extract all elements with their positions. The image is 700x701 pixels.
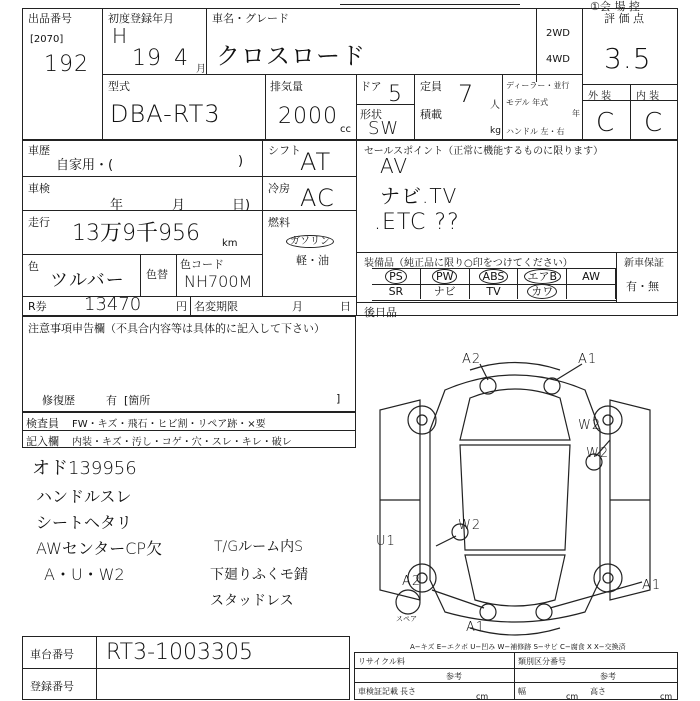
equip-item: [470, 269, 519, 284]
chassis-number: RT3-1003305: [106, 640, 254, 665]
newcar-value: 有・無: [626, 280, 659, 293]
mid-hline: [356, 302, 678, 303]
diagram-mark-2: A1: [578, 352, 598, 367]
color-label: 色: [28, 260, 39, 273]
diagram-mark-8: A1: [466, 620, 486, 635]
mid-hline: [22, 254, 262, 255]
mid-hline: [22, 176, 262, 177]
diagram-mark-7: A1: [642, 578, 662, 593]
car-name: クロスロード: [216, 42, 366, 70]
ac: AC: [300, 184, 335, 212]
shift: AT: [300, 148, 332, 176]
first-reg-era: H: [112, 24, 129, 48]
shape-label: 形状: [360, 108, 382, 121]
height-unit: cm: [660, 692, 673, 701]
model: DBA-RT3: [110, 100, 221, 128]
width-unit: cm: [566, 692, 579, 701]
equip-item-label: TV: [486, 285, 501, 298]
first-reg-year: 19: [132, 46, 162, 71]
equip-item: [470, 284, 519, 299]
entry-items: 内装・キズ・汚し・コゲ・穴・スレ・キレ・破レ: [72, 437, 292, 448]
sales-2: ナビ.TV: [380, 184, 458, 208]
recycle-unit: 円: [176, 300, 187, 313]
capacity-unit: 人: [490, 100, 500, 111]
mileage-label: 走行: [28, 216, 50, 229]
inspection-year: 年: [110, 198, 124, 213]
repair-value: 有: [106, 394, 117, 407]
lot-no-label: 出品番号: [28, 12, 72, 25]
first-reg-month-unit: 月: [196, 64, 206, 75]
mileage: 13万9千956: [72, 221, 200, 246]
reg-label: 登録番号: [30, 680, 74, 693]
color-change-label: 色替: [146, 268, 168, 281]
exterior-grade: C: [596, 108, 616, 138]
header-vline: [502, 74, 503, 140]
header-hline: [102, 74, 582, 75]
transfer-month: 月: [292, 300, 303, 313]
mid-vline: [616, 252, 617, 302]
first-reg-month: 4: [174, 46, 189, 71]
equip-item-label: エアB: [524, 269, 562, 284]
mid-vline: [176, 254, 177, 296]
fuel-label: 燃料: [268, 216, 290, 229]
interior-grade: C: [644, 108, 664, 138]
sales-1: AV: [380, 154, 409, 178]
diagram-mark-9: W2: [586, 446, 610, 461]
equip-item-label: SR: [388, 285, 404, 298]
diagram-mark-3: W2: [578, 418, 602, 433]
equip-item-label: PW: [432, 269, 458, 284]
eval-score: 3.5: [604, 42, 652, 75]
eval-label: 評 価 点: [604, 12, 644, 25]
disp-unit: cc: [340, 124, 351, 135]
inspection-month: 月: [172, 198, 186, 213]
equip-item: [421, 284, 470, 299]
inspection-day: 日): [232, 198, 251, 213]
top-right-label: ①会 場 控: [590, 0, 640, 13]
header-vline: [536, 8, 537, 82]
mid-vline: [356, 140, 357, 316]
footer-vline: [96, 636, 97, 700]
fuel-light: 軽・油: [296, 254, 329, 267]
color: ツルバー: [50, 270, 125, 291]
spare-label: スペア: [396, 615, 417, 623]
equip-item: [372, 284, 421, 299]
header-vline: [414, 74, 415, 140]
inspector-items: FW・キズ・飛石・ヒビ割・リペア跡・×要: [72, 419, 266, 430]
note-line-4: AWセンターCP欠: [36, 539, 163, 558]
header-vline: [630, 84, 631, 140]
header-vline: [206, 8, 207, 74]
repair-close: ]: [336, 392, 341, 405]
diagram-mark-6: A2: [402, 574, 422, 589]
capacity-label: 定員: [420, 80, 442, 93]
equip-item-label: カワ: [527, 284, 557, 299]
chassis-label: 車台番号: [30, 648, 74, 661]
note-line-3: シートヘタリ: [36, 513, 133, 532]
mid-vline: [262, 140, 263, 296]
header-vline: [582, 8, 583, 140]
transfer-day: 日: [340, 300, 351, 313]
mid-hline: [22, 296, 356, 297]
equip-item-label: ABS: [479, 269, 509, 284]
top-divider: [340, 4, 520, 5]
doors: 5: [388, 82, 403, 107]
inspector-label: 検査員: [26, 417, 59, 430]
notes-title: 注意事項申告欄（不具合内容等は具体的に記入して下さい）: [28, 322, 325, 335]
history-label: 車歴: [28, 144, 50, 157]
color-code-label: 色コード: [180, 258, 224, 271]
equip-item-label: ナビ: [433, 285, 456, 298]
footer-hline: [22, 668, 350, 669]
load-label: 積載: [420, 108, 442, 121]
equip-item: [567, 269, 616, 284]
diagram-mark-4: U1: [376, 534, 396, 549]
equip-label: 装備品（純正品に限り○印をつけてください）: [364, 258, 573, 269]
first-reg-label: 初度登録年月: [108, 12, 174, 25]
shift-label: シフト: [268, 144, 301, 157]
disp-label: 排気量: [270, 80, 303, 93]
diagram-mark-1: A2: [462, 352, 482, 367]
rear-items-label: 後日品: [364, 306, 397, 319]
inspection-hline: [22, 430, 356, 431]
class-label: 類別区分番号: [518, 657, 566, 666]
sales-3: .ETC ??: [374, 210, 460, 235]
diagram-mark-5: W2: [458, 518, 482, 533]
mid-hline: [372, 300, 616, 301]
fuel-gas-text: ガソリン: [286, 235, 334, 248]
drive-2wd: 2WD: [546, 28, 570, 39]
width-label: 幅: [518, 687, 526, 696]
note-line-2: ハンドルスレ: [36, 487, 132, 506]
lot-no: 192: [44, 52, 89, 77]
history-close: ): [238, 154, 244, 169]
lot-sub: [2070]: [30, 34, 64, 45]
note-line-7: 下廻りふくモ錆: [210, 567, 308, 583]
model-year-unit: 年: [572, 109, 580, 118]
note-line-1: オド139956: [32, 458, 137, 479]
entry-label: 記入欄: [26, 435, 59, 448]
car-name-label: 車名・グレード: [212, 12, 289, 25]
car-size-label: 車検証記載: [358, 687, 398, 696]
ref-label-1: 参考: [446, 672, 462, 681]
fuel-gas: [286, 232, 334, 247]
equip-item: [567, 284, 616, 299]
load-unit: kg: [490, 126, 501, 136]
recycle-fee-label: リサイクル料: [358, 657, 405, 666]
disp: 2000: [278, 104, 338, 129]
footer-hline: [354, 668, 678, 669]
note-line-5: A・U・W2: [44, 565, 125, 584]
damage-legend: A−キズ E−エクボ U−凹み W−補修跡 S−サビ C−腐食 X X−交換済: [410, 643, 626, 651]
mid-hline: [262, 176, 356, 177]
color-code: NH700M: [184, 272, 253, 291]
length-label: 長さ: [400, 687, 416, 696]
note-line-6: T/Gルーム内S: [214, 539, 304, 555]
interior-label: 内 装: [636, 91, 660, 102]
ref-label-2: 参考: [600, 672, 616, 681]
transfer-label: 名変期限: [194, 300, 238, 313]
newcar-label: 新車保証: [624, 258, 664, 269]
ac-label: 冷房: [268, 182, 290, 195]
shape: SW: [368, 118, 400, 139]
drive-4wd: 4WD: [546, 54, 570, 65]
capacity: 7: [458, 80, 475, 108]
exterior-label: 外 装: [588, 91, 612, 102]
equip-item: [421, 269, 470, 284]
dealer-label: ディーラー・並行: [506, 81, 570, 90]
footer-vline: [514, 652, 515, 700]
doors-label: ドア: [360, 80, 382, 93]
recycle-label: R券: [28, 300, 47, 313]
model-label: 型式: [108, 80, 130, 93]
equip-item-label: PS: [385, 269, 407, 284]
header-vline: [356, 74, 357, 140]
sales-label: セールスポイント（正常に機能するものに限ります）: [364, 146, 604, 157]
length-unit: cm: [476, 692, 489, 701]
equip-item: [518, 269, 567, 284]
inspection-label: 車検: [28, 182, 50, 195]
model-year-label: モデル 年式: [506, 98, 549, 107]
height-label: 高さ: [590, 687, 606, 696]
mileage-unit: km: [222, 238, 238, 249]
mid-hline: [356, 252, 678, 253]
history-value: 自家用・(: [56, 158, 114, 173]
equip-item-label: AW: [582, 270, 600, 283]
car-diagram: [360, 350, 670, 640]
recycle-value: 13470: [84, 294, 142, 315]
mid-vline: [190, 296, 191, 316]
note-line-8: スタッドレス: [210, 593, 294, 609]
header-vline: [265, 74, 266, 140]
handle-label: ハンドル 左・右: [506, 127, 565, 136]
footer-hline: [354, 682, 678, 683]
repair-label: 修復歴: [42, 394, 75, 407]
mid-vline: [140, 254, 141, 296]
equip-item: [518, 284, 567, 299]
equip-item: [372, 269, 421, 284]
repair-place: [箇所: [124, 394, 151, 407]
header-hline: [356, 104, 414, 105]
